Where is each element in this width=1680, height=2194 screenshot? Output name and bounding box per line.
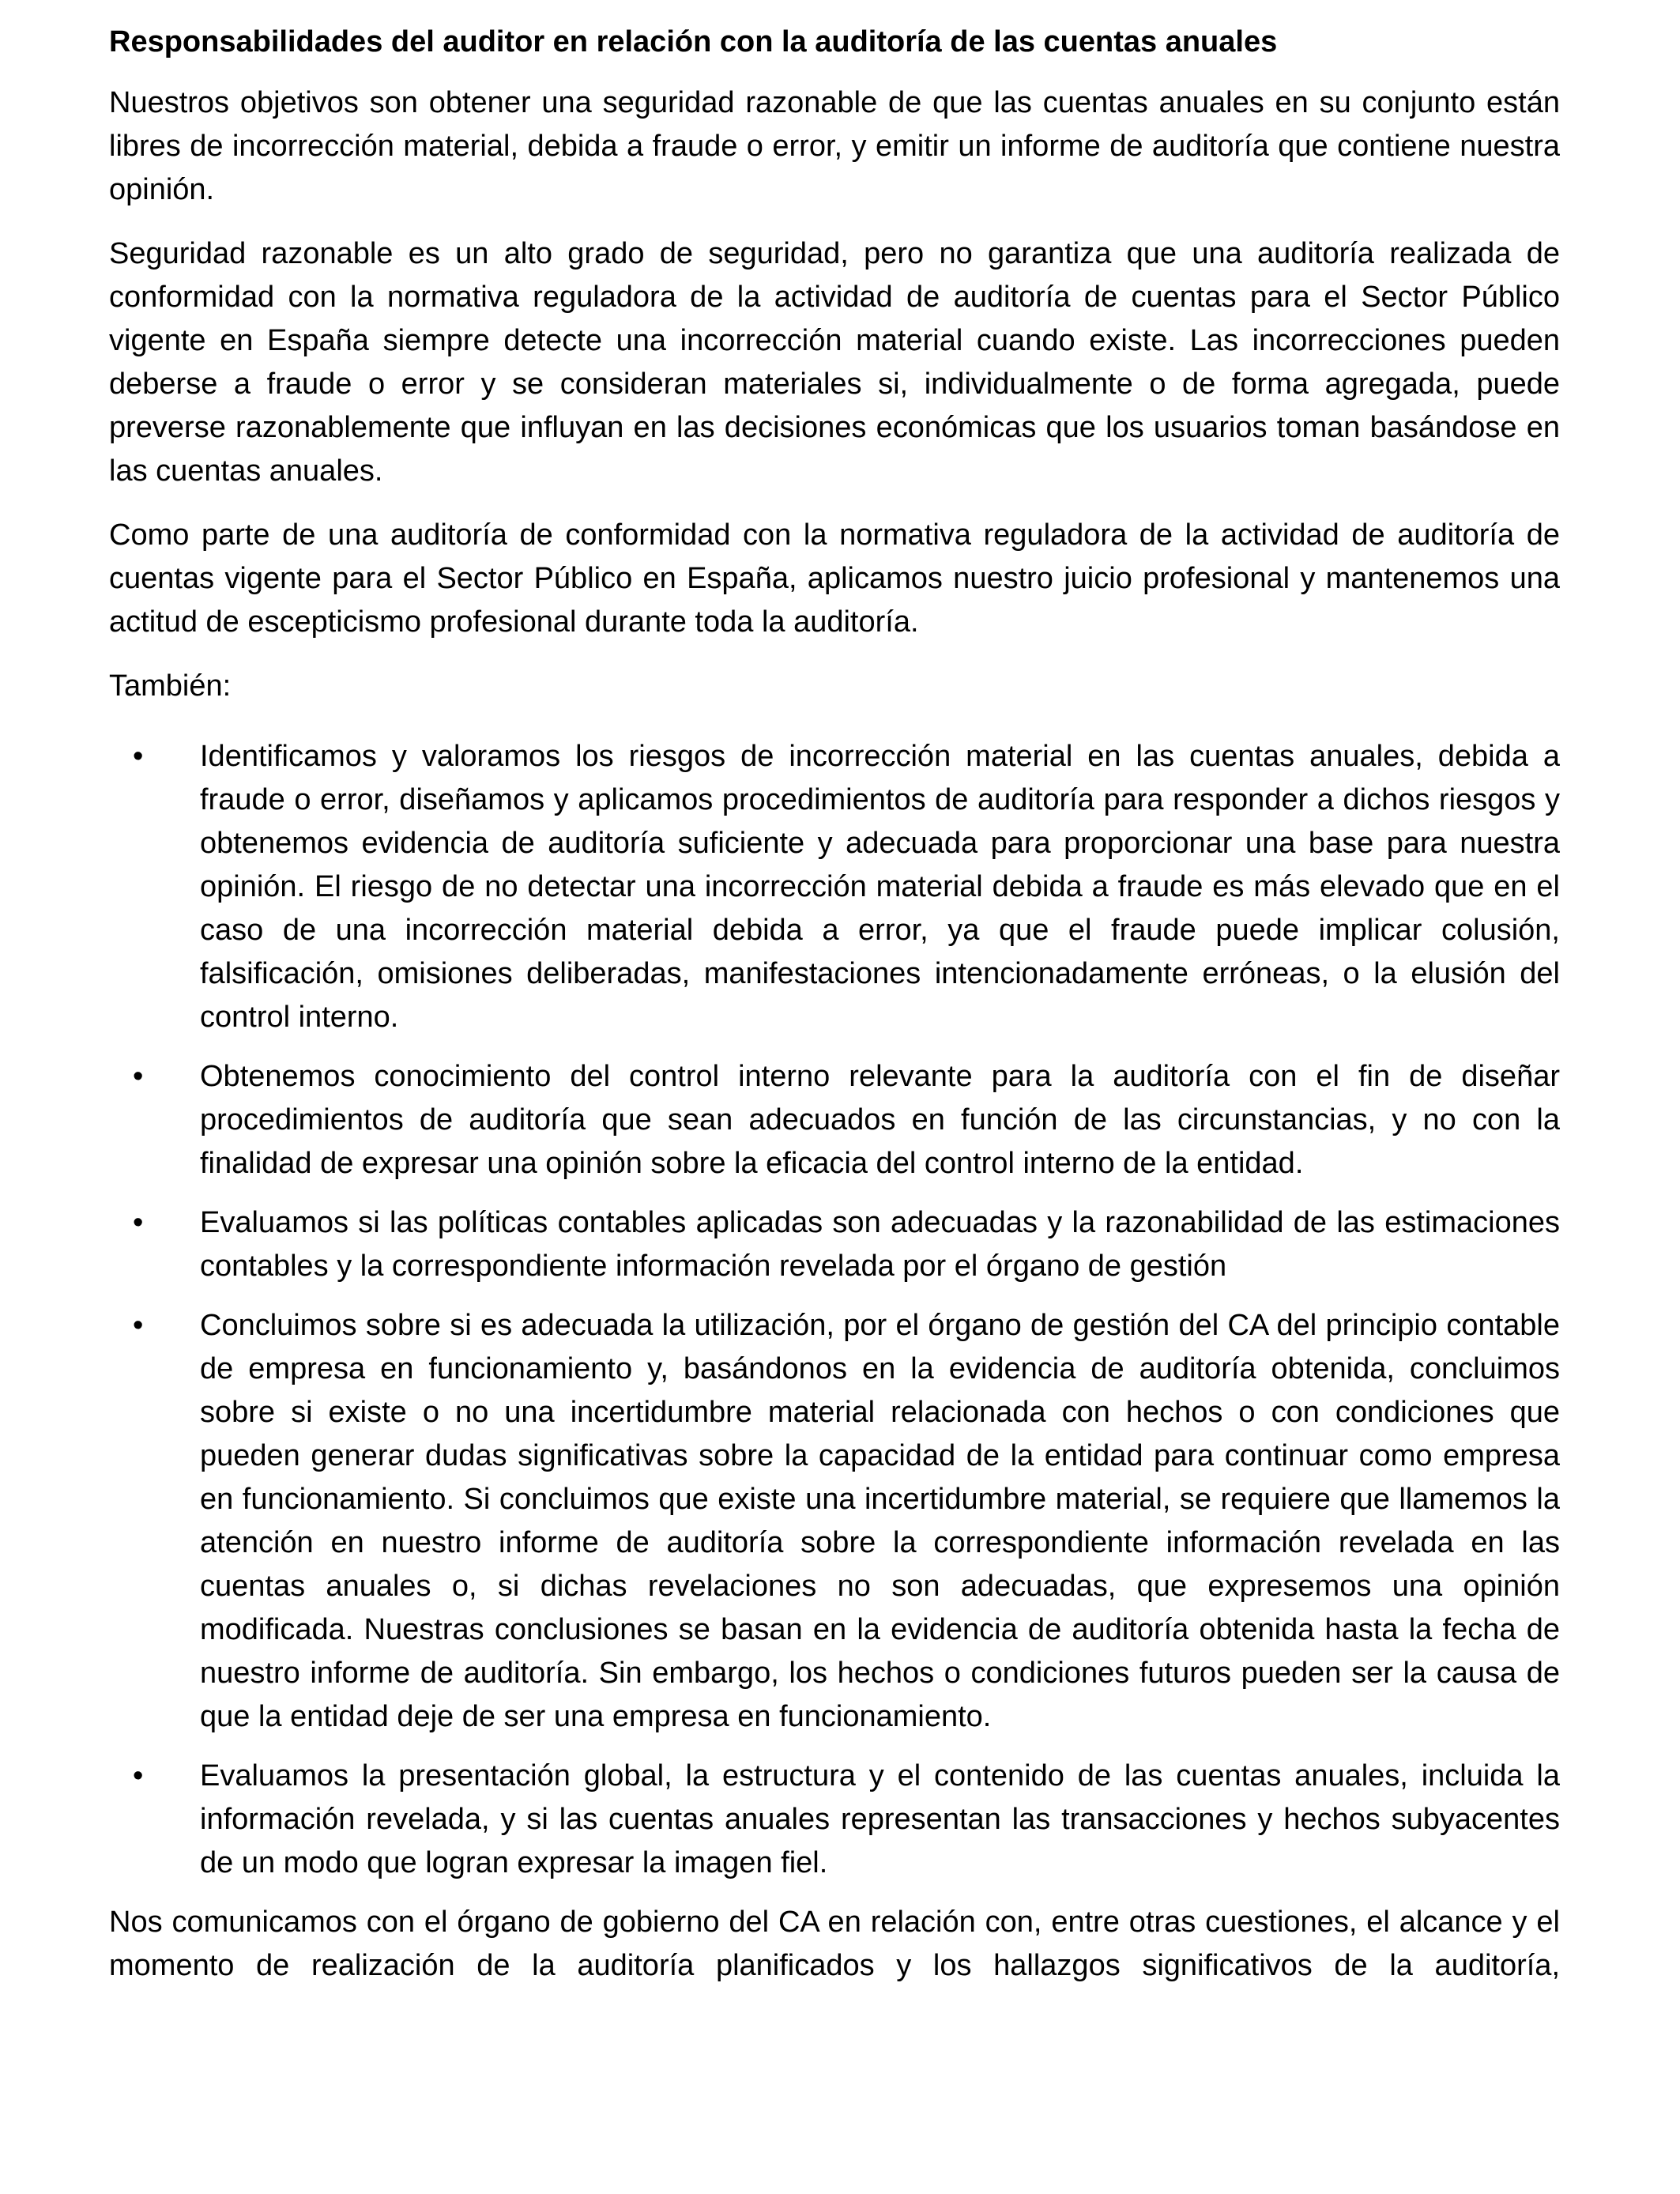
list-item xyxy=(109,1055,1560,1186)
paragraph-communication: Nos comunicamos con el órgano de gobierno del CA en relación con, entre otras cuestiones, el alcance y el momento de realización de la auditoría planificados y los hallazgos significativos de la auditoría, xyxy=(109,1906,1560,1982)
list-item xyxy=(109,1304,1560,1739)
bullet-icon: • xyxy=(133,1060,144,1093)
bullet-icon: • xyxy=(133,1759,144,1793)
paragraph-professional-judgment: Como parte de una auditoría de conformidad con la normativa reguladora de la actividad de auditoría de cuentas vigente para el Sector Público en España, aplicamos nuestro juicio profesional y mantenemos una actitud de escepticismo profesional durante toda la auditoría. xyxy=(109,518,1560,639)
list-item-text: Concluimos sobre si es adecuada la utilización, por el órgano de gestión del CA del principio contable de empresa en funcionamiento y, basándonos en la evidencia de auditoría obtenida, concluimos sobre si existe o no una incertidumbre material relacionada con hechos o con condiciones que pueden generar dudas significativas sobre la capacidad de la entidad para continuar como empresa en funcionamiento. Si concluimos que existe una incertidumbre material, se requiere que llamemos la atención en nuestro informe de auditoría sobre la correspondiente información revelada en las cuentas anuales o, si dichas revelaciones no son adecuadas, que expresemos una opinión modificada. Nuestras conclusiones se basan en la evidencia de auditoría obtenida hasta la fecha de nuestro informe de auditoría. Sin embargo, los hechos o condiciones futuros pueden ser la causa de que la entidad deje de ser una empresa en funcionamiento. xyxy=(200,1309,1560,1733)
bullet-icon: • xyxy=(133,1309,144,1342)
paragraph-also: También: xyxy=(109,669,232,703)
list-item-text: Obtenemos conocimiento del control interno relevante para la auditoría con el fin de diseñar procedimientos de auditoría que sean adecuados en función de las circunstancias, y no con la finalidad de expresar una opinión sobre la eficacia del control interno de la entidad. xyxy=(200,1060,1560,1180)
list-item xyxy=(109,735,1560,1039)
paragraph-reasonable-assurance: Seguridad razonable es un alto grado de seguridad, pero no garantiza que una auditoría realizada de conformidad con la normativa reguladora de la actividad de auditoría de cuentas para el Sector Público vigente en España siempre detecte una incorrección material cuando existe. Las incorrecciones pueden deberse a fraude o error y se consideran materiales si, individualmente o de forma agregada, puede preverse razonablemente que influyan en las decisiones económicas que los usuarios toman basándose en las cuentas anuales. xyxy=(109,237,1560,488)
list-item-text: Identificamos y valoramos los riesgos de incorrección material en las cuentas anuales, debida a fraude o error, diseñamos y aplicamos procedimientos de auditoría para responder a dichos riesgos y obtenemos evidencia de auditoría suficiente y adecuada para proporcionar una base para nuestra opinión. El riesgo de no detectar una incorrección material debida a fraude es más elevado que en el caso de una incorrección material debida a error, ya que el fraude puede implicar colusión, falsificación, omisiones deliberadas, manifestaciones intencionadamente erróneas, o la elusión del control interno. xyxy=(200,740,1560,1034)
list-item xyxy=(109,1755,1560,1885)
list-item-text: Evaluamos si las políticas contables aplicadas son adecuadas y la razonabilidad de las estimaciones contables y la correspondiente información revelada por el órgano de gestión xyxy=(200,1206,1560,1283)
list-item-text: Evaluamos la presentación global, la estructura y el contenido de las cuentas anuales, incluida la información revelada, y si las cuentas anuales representan las transacciones y hechos subyacentes de un modo que logran expresar la imagen fiel. xyxy=(200,1759,1560,1879)
paragraph-objectives: Nuestros objetivos son obtener una seguridad razonable de que las cuentas anuales en su conjunto están libres de incorrección material, debida a fraude o error, y emitir un informe de auditoría que contiene nuestra opinión. xyxy=(109,86,1560,206)
bullet-list xyxy=(109,735,1560,1885)
document-page xyxy=(109,21,1560,2008)
section-heading: Responsabilidades del auditor en relación con la auditoría de las cuentas anuales xyxy=(109,25,1278,58)
bullet-icon: • xyxy=(133,740,144,773)
list-item xyxy=(109,1201,1560,1288)
bullet-icon: • xyxy=(133,1206,144,1239)
